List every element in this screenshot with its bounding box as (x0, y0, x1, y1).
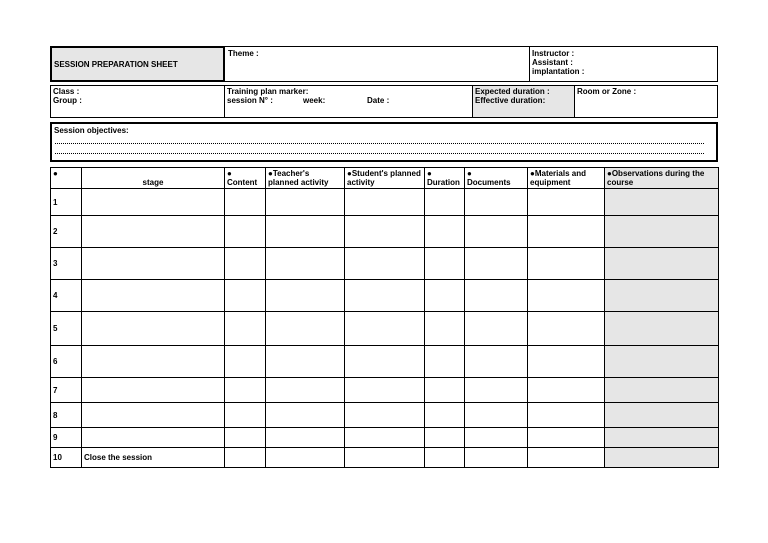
cell-student[interactable] (345, 216, 425, 248)
cell-materials[interactable] (528, 248, 605, 280)
table-row (51, 448, 719, 468)
cell-teacher[interactable] (266, 312, 345, 346)
cell-content[interactable] (225, 280, 266, 312)
cell-teacher[interactable] (266, 378, 345, 403)
cell-materials[interactable] (528, 448, 605, 468)
cell-content[interactable] (225, 403, 266, 428)
cell-stage[interactable] (82, 312, 225, 346)
session-plan-table (50, 167, 719, 468)
materials-header: ●Materials and equipment (528, 168, 605, 189)
cell-observations[interactable] (605, 403, 719, 428)
cell-documents[interactable] (465, 448, 528, 468)
cell-student[interactable] (345, 378, 425, 403)
cell-materials[interactable] (528, 312, 605, 346)
cell-content[interactable] (225, 216, 266, 248)
cell-stage[interactable] (82, 378, 225, 403)
room-label: Room or Zone : (577, 87, 637, 96)
class-box[interactable] (50, 85, 225, 118)
cell-content[interactable] (225, 378, 266, 403)
table-row (51, 428, 719, 448)
date-label: Date : (367, 96, 390, 105)
cell-materials[interactable] (528, 280, 605, 312)
cell-duration[interactable] (425, 403, 465, 428)
table-row (51, 346, 719, 378)
cell-teacher[interactable] (266, 346, 345, 378)
cell-teacher[interactable] (266, 248, 345, 280)
sheet-title-box (50, 46, 225, 82)
cell-content[interactable] (225, 448, 266, 468)
cell-materials[interactable] (528, 216, 605, 248)
cell-num: 1 (51, 189, 82, 216)
effective-duration-label: Effective duration: (475, 96, 546, 105)
cell-teacher[interactable] (266, 216, 345, 248)
table-header-row (51, 168, 719, 189)
cell-documents[interactable] (465, 280, 528, 312)
assistant-label: Assistant : (532, 58, 573, 67)
cell-observations[interactable] (605, 448, 719, 468)
cell-duration[interactable] (425, 378, 465, 403)
cell-teacher[interactable] (266, 428, 345, 448)
cell-num: 7 (51, 378, 82, 403)
session-number-label: session N° : (227, 96, 273, 105)
cell-num: 9 (51, 428, 82, 448)
cell-observations[interactable] (605, 248, 719, 280)
cell-num: 5 (51, 312, 82, 346)
cell-num: 10 (51, 448, 82, 468)
content-header-label: Content (227, 178, 258, 187)
expected-duration-label: Expected duration : (475, 87, 550, 96)
duration-bullet: ● (427, 169, 432, 178)
sheet-title: SESSION PREPARATION SHEET (54, 60, 178, 69)
cell-duration[interactable] (425, 216, 465, 248)
duration-box[interactable] (472, 85, 575, 118)
cell-stage[interactable] (82, 248, 225, 280)
cell-documents[interactable] (465, 428, 528, 448)
cell-documents[interactable] (465, 216, 528, 248)
cell-student[interactable] (345, 248, 425, 280)
cell-student[interactable] (345, 189, 425, 216)
cell-observations[interactable] (605, 346, 719, 378)
cell-content[interactable] (225, 189, 266, 216)
cell-student[interactable] (345, 280, 425, 312)
cell-content[interactable] (225, 312, 266, 346)
cell-stage[interactable]: Close the session (82, 448, 225, 468)
cell-duration[interactable] (425, 312, 465, 346)
stage-header-label: stage (142, 178, 164, 187)
cell-content[interactable] (225, 346, 266, 378)
cell-content[interactable] (225, 248, 266, 280)
cell-teacher[interactable] (266, 448, 345, 468)
cell-student[interactable] (345, 403, 425, 428)
cell-duration[interactable] (425, 346, 465, 378)
cell-materials[interactable] (528, 378, 605, 403)
cell-materials[interactable] (528, 189, 605, 216)
implantation-label: implantation : (532, 67, 585, 76)
cell-observations[interactable] (605, 280, 719, 312)
table-row (51, 248, 719, 280)
training-plan-box[interactable] (224, 85, 473, 118)
cell-documents[interactable] (465, 189, 528, 216)
room-box[interactable] (574, 85, 718, 118)
cell-documents[interactable] (465, 403, 528, 428)
cell-documents[interactable] (465, 248, 528, 280)
table-row (51, 403, 719, 428)
cell-stage[interactable] (82, 189, 225, 216)
instructor-label: Instructor : (532, 49, 575, 58)
objectives-label: Session objectives: (54, 126, 129, 135)
stage-header (82, 168, 225, 189)
theme-box[interactable] (224, 46, 530, 82)
content-bullet: ● (227, 169, 232, 178)
cell-stage[interactable] (82, 346, 225, 378)
cell-student[interactable] (345, 428, 425, 448)
cell-num: 3 (51, 248, 82, 280)
cell-teacher[interactable] (266, 403, 345, 428)
cell-stage[interactable] (82, 280, 225, 312)
cell-duration[interactable] (425, 189, 465, 216)
cell-stage[interactable] (82, 428, 225, 448)
cell-observations[interactable] (605, 312, 719, 346)
table-row (51, 280, 719, 312)
cell-duration[interactable] (425, 280, 465, 312)
table-row (51, 216, 719, 248)
cell-materials[interactable] (528, 403, 605, 428)
training-plan-label: Training plan marker: (227, 87, 309, 96)
table-row (51, 378, 719, 403)
documents-header (465, 168, 528, 189)
objectives-box[interactable] (50, 122, 718, 162)
bullet-header (51, 168, 82, 189)
cell-teacher[interactable] (266, 280, 345, 312)
cell-documents[interactable] (465, 346, 528, 378)
cell-observations[interactable] (605, 216, 719, 248)
cell-num: 6 (51, 346, 82, 378)
group-label: Group : (53, 96, 82, 105)
cell-materials[interactable] (528, 428, 605, 448)
cell-num: 2 (51, 216, 82, 248)
table-row (51, 189, 719, 216)
staff-box[interactable] (529, 46, 718, 82)
objectives-line-2 (55, 153, 704, 154)
cell-stage[interactable] (82, 403, 225, 428)
documents-bullet: ● (467, 169, 472, 178)
cell-duration[interactable] (425, 428, 465, 448)
class-label: Class : (53, 87, 80, 96)
cell-teacher[interactable] (266, 189, 345, 216)
week-label: week: (303, 96, 326, 105)
documents-header-label: Documents (467, 178, 511, 187)
cell-student[interactable] (345, 346, 425, 378)
cell-observations[interactable] (605, 378, 719, 403)
student-activity-header: ●Student's planned activity (345, 168, 425, 189)
cell-documents[interactable] (465, 312, 528, 346)
duration-header (425, 168, 465, 189)
cell-materials[interactable] (528, 346, 605, 378)
bullet-glyph: ● (53, 169, 58, 178)
cell-duration[interactable] (425, 248, 465, 280)
cell-observations[interactable] (605, 189, 719, 216)
theme-label: Theme : (228, 49, 259, 58)
teacher-activity-header: ●Teacher's planned activity (266, 168, 345, 189)
cell-stage[interactable] (82, 216, 225, 248)
duration-header-label: Duration (427, 178, 460, 187)
cell-duration[interactable] (425, 448, 465, 468)
observations-header: ●Observations during the course (605, 168, 719, 189)
table-body (51, 189, 719, 468)
cell-num: 8 (51, 403, 82, 428)
cell-documents[interactable] (465, 378, 528, 403)
objectives-line-1 (55, 143, 704, 144)
table-row (51, 312, 719, 346)
cell-num: 4 (51, 280, 82, 312)
cell-content[interactable] (225, 428, 266, 448)
cell-student[interactable] (345, 312, 425, 346)
cell-observations[interactable] (605, 428, 719, 448)
cell-student[interactable] (345, 448, 425, 468)
content-header (225, 168, 266, 189)
